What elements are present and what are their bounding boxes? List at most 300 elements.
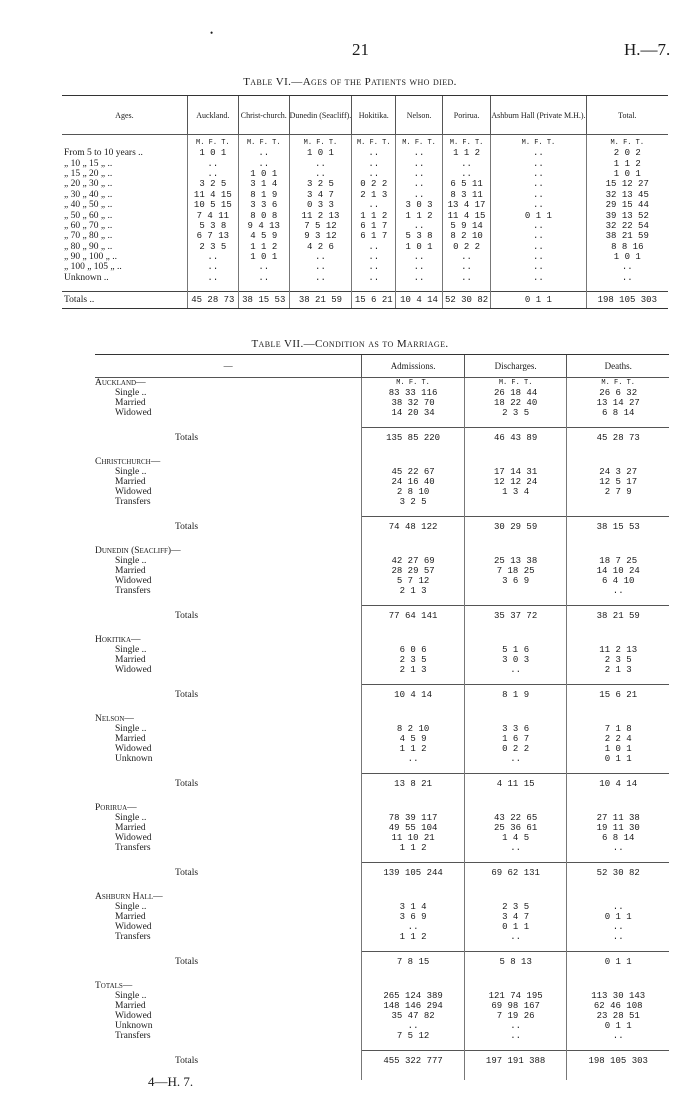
table7-spacer-row <box>95 764 669 774</box>
table7-cell: 18 22 40 <box>464 398 567 408</box>
table7-row-label: Widowed <box>115 576 152 586</box>
table-row <box>62 252 668 262</box>
table7-cell: .. <box>464 1031 567 1041</box>
table7-row-label: Transfers <box>115 1031 151 1041</box>
table6-age-label: From 5 to 10 years .. <box>64 148 143 159</box>
table-row <box>95 813 669 823</box>
table7-cell: 24 16 40 <box>362 477 465 487</box>
table6-cell: 1 0 1 <box>238 169 289 179</box>
table6-cell: 8 0 8 <box>238 210 289 220</box>
table7-cell: 27 11 38 <box>567 813 669 823</box>
table7-spacer-row <box>95 972 669 981</box>
table6-cell: 8 8 16 <box>586 242 668 252</box>
table7-cell: 1 4 5 <box>464 833 567 843</box>
table7-cell: 74 48 122 <box>362 517 465 538</box>
table7-group-row <box>95 714 669 724</box>
table7-cell <box>464 586 567 596</box>
table7-cell: 15 6 21 <box>567 685 669 706</box>
table7-cell: 0 1 1 <box>567 1021 669 1031</box>
table7-totals-row <box>95 1051 669 1072</box>
table7-title-prefix: Table VII.— <box>251 338 316 350</box>
table7-cell: 2 3 5 <box>464 408 567 418</box>
table7-cell: 135 85 220 <box>362 428 465 449</box>
table7-cell: 6 8 14 <box>567 408 669 418</box>
table6-age-label: „ 100 „ 105 „ .. <box>64 262 122 273</box>
table6-col-header: Total. <box>586 96 668 135</box>
table7-cell: 83 33 116 <box>362 388 465 398</box>
table6-age-label: „ 40 „ 50 „ .. <box>64 200 113 211</box>
table7-cell: 2 1 3 <box>362 665 465 675</box>
table6-col-header: Ashburn Hall (Private M.H.). <box>491 96 586 135</box>
table7-cell: .. <box>362 922 465 932</box>
table-row <box>62 210 668 220</box>
table6-cell: .. <box>396 221 443 231</box>
table7-blank-cell <box>464 1071 567 1080</box>
table-row <box>95 1011 669 1021</box>
table6-cell: 1 0 1 <box>238 252 289 262</box>
table6-cell: .. <box>187 262 238 272</box>
table7-cell: 6 4 10 <box>567 576 669 586</box>
table6-cell: .. <box>586 262 668 272</box>
table7-mft-label: M. F. T. <box>567 378 669 389</box>
table-row <box>95 576 669 586</box>
table7-cell: 23 28 51 <box>567 1011 669 1021</box>
table7-cell: 77 64 141 <box>362 606 465 627</box>
table7-blank-cell <box>567 1041 669 1051</box>
table7-cell: 14 10 24 <box>567 566 669 576</box>
table6-gap-cell <box>396 283 443 292</box>
table7-cell: 8 2 10 <box>362 724 465 734</box>
table7-cell: 7 19 26 <box>464 1011 567 1021</box>
table6-cell: 2 3 5 <box>187 242 238 252</box>
table6-cell: 2 1 3 <box>352 190 396 200</box>
table6-cell: 0 3 3 <box>289 200 352 210</box>
table6-cell: 9 4 13 <box>238 221 289 231</box>
table7-blank-cell <box>567 705 669 714</box>
table7-totals-label: Totals <box>175 956 199 967</box>
table6-cell: 6 5 11 <box>442 179 491 189</box>
table-row <box>95 408 669 418</box>
table7-cell: 2 7 9 <box>567 487 669 497</box>
table6-cell: 11 4 15 <box>187 190 238 200</box>
table7-cell: 12 5 17 <box>567 477 669 487</box>
table-row <box>95 724 669 734</box>
table7-blank-cell <box>464 942 567 952</box>
table7-row-label: Widowed <box>115 833 152 843</box>
table7-cell: 7 5 12 <box>362 1031 465 1041</box>
table6-title <box>0 76 700 88</box>
table7-totals-label: Totals <box>175 432 199 443</box>
table7-blank-cell <box>362 1071 465 1080</box>
table7-blank-cell <box>567 892 669 902</box>
table7-cell: .. <box>567 586 669 596</box>
table7-blank-cell <box>464 705 567 714</box>
table6-totals-row <box>62 292 668 309</box>
table7-blank-cell <box>567 635 669 645</box>
table-row <box>95 922 669 932</box>
table7-blank-cell <box>362 635 465 645</box>
table6-cell: 38 21 59 <box>586 231 668 241</box>
table6-age-label: „ 70 „ 80 „ .. <box>64 231 113 242</box>
table7-cell: .. <box>567 1031 669 1041</box>
table6-cell: 11 2 13 <box>289 210 352 220</box>
table7-cell: 0 1 1 <box>464 922 567 932</box>
table7-row-label: Widowed <box>115 665 152 675</box>
table7-blank-cell <box>95 675 362 685</box>
table7-row-label: Single .. <box>115 902 147 912</box>
table6-cell: 8 2 10 <box>442 231 491 241</box>
table7-cell: 3 1 4 <box>362 902 465 912</box>
table7-row-label: Widowed <box>115 922 152 932</box>
table7-cell: 455 322 777 <box>362 1051 465 1072</box>
table-row <box>95 467 669 477</box>
table7-blank-cell <box>567 596 669 606</box>
table7-cell: 1 1 2 <box>362 843 465 853</box>
table7-blank-cell <box>567 714 669 724</box>
table6-cell: .. <box>491 179 586 189</box>
table6-gap-cell <box>238 283 289 292</box>
table6-cell: 1 1 2 <box>586 158 668 168</box>
table6-title-prefix: Table VI.— <box>243 76 303 88</box>
table7-blank-cell <box>567 457 669 467</box>
table7-blank-cell <box>95 537 362 546</box>
table-row <box>95 754 669 764</box>
table7-blank-cell <box>464 448 567 457</box>
table7-blank-cell <box>464 714 567 724</box>
table7-blank-cell <box>362 418 465 428</box>
table7-group-name: Dunedin (Seacliff)— <box>95 546 181 556</box>
table7-totals-label: Totals <box>175 689 199 700</box>
table7-blank-cell <box>464 418 567 428</box>
table6-gap-row <box>62 283 668 292</box>
table7-cell: .. <box>464 754 567 764</box>
table7-blank-cell <box>362 972 465 981</box>
table7-blank-cell <box>567 764 669 774</box>
table7-cell: 46 43 89 <box>464 428 567 449</box>
table6-cell: .. <box>491 190 586 200</box>
table6-age-label: „ 20 „ 30 „ .. <box>64 179 113 190</box>
table7-cell: .. <box>464 1021 567 1031</box>
table-row <box>62 190 668 200</box>
table6-col-header: Porirua. <box>442 96 491 135</box>
table7-blank-cell <box>95 418 362 428</box>
table7-cell: 3 2 5 <box>362 497 465 507</box>
table7-totals-row <box>95 517 669 538</box>
table6-age-label: „ 80 „ 90 „ .. <box>64 241 113 252</box>
table6-cell: 3 3 6 <box>238 200 289 210</box>
table7-totals-label: Totals <box>175 521 199 532</box>
table7-row-label: Married <box>115 566 146 576</box>
table7-blank-cell <box>464 596 567 606</box>
table7-blank-cell <box>464 803 567 813</box>
table6-gap-cell <box>352 283 396 292</box>
table7-blank-cell <box>567 1071 669 1080</box>
table6-age-label: „ 90 „ 100 „ .. <box>64 252 118 263</box>
table7-spacer-row <box>95 942 669 952</box>
table6-cell: 3 0 3 <box>396 200 443 210</box>
table7-spacer-row <box>95 418 669 428</box>
table7-row-label: Unknown <box>115 754 153 764</box>
table7-spacer-row <box>95 507 669 517</box>
table7-col-header: Discharges. <box>464 355 567 378</box>
table-row <box>95 487 669 497</box>
table7-blank-cell <box>567 546 669 556</box>
table7-totals-row <box>95 428 669 449</box>
table-row <box>95 744 669 754</box>
table7-blank-cell <box>362 507 465 517</box>
table7-mft-label: M. F. T. <box>464 378 567 389</box>
table6-cell: 1 0 1 <box>289 148 352 158</box>
table6-mft-label: M. F. T. <box>396 135 443 149</box>
table-row <box>95 388 669 398</box>
table7-cell: 3 4 7 <box>464 912 567 922</box>
table7-cell: 62 46 108 <box>567 1001 669 1011</box>
table6-cell: 15 12 27 <box>586 179 668 189</box>
table7-group-row <box>95 546 669 556</box>
table7-blank-cell <box>464 764 567 774</box>
table6-total-cell: 38 21 59 <box>289 292 352 309</box>
table6-cell: .. <box>238 262 289 272</box>
table7-row-label: Single .. <box>115 645 147 655</box>
table6-cell: 6 7 13 <box>187 231 238 241</box>
table7-blank-cell <box>567 675 669 685</box>
table7-blank-cell <box>362 705 465 714</box>
table7-cell: 1 3 4 <box>464 487 567 497</box>
table7-row-label: Married <box>115 477 146 487</box>
table6-gap-cell <box>289 283 352 292</box>
table7-row-label: Single .. <box>115 813 147 823</box>
table6-cell: .. <box>289 252 352 262</box>
table6 <box>62 95 668 309</box>
table6-cell: .. <box>187 273 238 283</box>
table7-cell: 4 5 9 <box>362 734 465 744</box>
table6-cell: .. <box>289 169 352 179</box>
table6-cell: 1 1 2 <box>352 210 396 220</box>
table7-cell: .. <box>567 922 669 932</box>
table7-spacer-row <box>95 1041 669 1051</box>
table-row <box>95 833 669 843</box>
table7-cell <box>567 497 669 507</box>
table7-cell: 38 32 70 <box>362 398 465 408</box>
table7-cell: 197 191 388 <box>464 1051 567 1072</box>
table7-blank-cell <box>464 537 567 546</box>
table7-cell: 1 1 2 <box>362 932 465 942</box>
table7-totals-label: Totals <box>175 610 199 621</box>
page-number: 21 <box>352 40 369 59</box>
table6-cell: .. <box>238 158 289 168</box>
table7-blank-cell <box>567 626 669 635</box>
table6-mft-label: M. F. T. <box>586 135 668 149</box>
table7-group-row <box>95 803 669 813</box>
table6-cell: 10 5 15 <box>187 200 238 210</box>
table7-row-label: Married <box>115 1001 146 1011</box>
table6-total-cell: 198 105 303 <box>586 292 668 309</box>
table7-cell: 17 14 31 <box>464 467 567 477</box>
table7-blank-cell <box>567 981 669 991</box>
table-row <box>62 221 668 231</box>
table7-cell: 11 2 13 <box>567 645 669 655</box>
table6-mft-label: M. F. T. <box>187 135 238 149</box>
table7-blank-cell <box>464 546 567 556</box>
table7-blank-cell <box>362 714 465 724</box>
table7-spacer-row <box>95 853 669 863</box>
table-row <box>95 398 669 408</box>
table6-cell: .. <box>352 169 396 179</box>
table6-cell: .. <box>187 252 238 262</box>
table6-cell: .. <box>396 262 443 272</box>
table7-blank-cell <box>95 626 362 635</box>
table7-cell: .. <box>362 1021 465 1031</box>
table-row <box>95 843 669 853</box>
table6-cell: .. <box>352 158 396 168</box>
table6-cell: .. <box>396 179 443 189</box>
table7-group-name: Auckland— <box>95 378 146 388</box>
table7-col-header: — <box>95 355 362 378</box>
table7-cell: 139 105 244 <box>362 863 465 884</box>
table6-blank-cell <box>62 135 187 149</box>
table6-cell: 3 1 4 <box>238 179 289 189</box>
table6-cell: .. <box>187 169 238 179</box>
table6-cell: .. <box>396 252 443 262</box>
table-row <box>95 645 669 655</box>
table6-gap-cell <box>586 283 668 292</box>
table7-cell: 1 1 2 <box>362 744 465 754</box>
table7-cell: 3 3 6 <box>464 724 567 734</box>
table-row <box>62 169 668 179</box>
table6-cell: 1 0 1 <box>586 169 668 179</box>
table7-blank-cell <box>464 1041 567 1051</box>
table7-blank-cell <box>362 537 465 546</box>
table7-cell: 10 4 14 <box>567 774 669 795</box>
table6-cell: 11 4 15 <box>442 210 491 220</box>
page-footer: 4—H. 7. <box>148 1074 194 1089</box>
table7-row-label: Single .. <box>115 724 147 734</box>
table6-cell: 32 13 45 <box>586 190 668 200</box>
table7-body <box>95 378 669 1081</box>
table7-spacer-row <box>95 626 669 635</box>
table7-blank-cell <box>95 448 362 457</box>
table6-cell: 8 3 11 <box>442 190 491 200</box>
table6-col-header: Auckland. <box>187 96 238 135</box>
table7-group-row <box>95 981 669 991</box>
table6-cell: 1 1 2 <box>442 148 491 158</box>
table7-blank-cell <box>362 764 465 774</box>
table6-cell: 1 0 1 <box>586 252 668 262</box>
table7-cell: 4 11 15 <box>464 774 567 795</box>
table7-blank-cell <box>567 972 669 981</box>
table7-cell: 13 14 27 <box>567 398 669 408</box>
table7-blank-cell <box>362 1041 465 1051</box>
table6-cell: 1 1 2 <box>396 210 443 220</box>
table6-cell: .. <box>352 148 396 158</box>
table-row <box>95 932 669 942</box>
table7-cell: 2 8 10 <box>362 487 465 497</box>
table7-spacer-row <box>95 675 669 685</box>
table7-cell: 3 6 9 <box>464 576 567 586</box>
table7-cell: 24 3 27 <box>567 467 669 477</box>
table6-total-cell: 10 4 14 <box>396 292 443 309</box>
table-row <box>95 991 669 1001</box>
table7-cell: 35 47 82 <box>362 1011 465 1021</box>
table6-age-label: Unknown .. <box>64 272 109 283</box>
table7-cell: 2 3 5 <box>567 655 669 665</box>
table6-cell: .. <box>238 273 289 283</box>
table7-row-label: Married <box>115 912 146 922</box>
table7-spacer-row <box>95 596 669 606</box>
table7-cell: 7 18 25 <box>464 566 567 576</box>
table6-cell: 6 1 7 <box>352 221 396 231</box>
table6-cell: .. <box>396 273 443 283</box>
table-row <box>95 902 669 912</box>
table6-col-header: Nelson. <box>396 96 443 135</box>
table7-blank-cell <box>95 1071 362 1080</box>
table6-col-header: Hokitika. <box>352 96 396 135</box>
table7-blank-cell <box>464 635 567 645</box>
table7-blank-cell <box>567 883 669 892</box>
table6-total-cell: 0 1 1 <box>491 292 586 309</box>
table7-cell: 0 2 2 <box>464 744 567 754</box>
table7-cell: 2 3 5 <box>362 655 465 665</box>
table7-row-label: Single .. <box>115 556 147 566</box>
table7-cell: 6 8 14 <box>567 833 669 843</box>
table7-blank-cell <box>362 803 465 813</box>
table7-cell: 1 6 7 <box>464 734 567 744</box>
table6-col-header: Christ-church. <box>238 96 289 135</box>
table7-col-header: Admissions. <box>362 355 465 378</box>
table6-gap-cell <box>62 283 187 292</box>
table7 <box>95 354 669 1080</box>
table7-totals-row <box>95 952 669 973</box>
table6-mft-label: M. F. T. <box>289 135 352 149</box>
table7-row-label: Widowed <box>115 487 152 497</box>
table7-blank-cell <box>362 853 465 863</box>
table6-cell: 3 4 7 <box>289 190 352 200</box>
table7-blank-cell <box>567 507 669 517</box>
table7-blank-cell <box>464 883 567 892</box>
table6-cell: 1 0 1 <box>396 242 443 252</box>
table6-cell: 5 3 8 <box>396 231 443 241</box>
table6-cell: .. <box>187 158 238 168</box>
table6-cell: .. <box>442 273 491 283</box>
table6-col-header: Ages. <box>62 96 187 135</box>
table7-cell: 2 2 4 <box>567 734 669 744</box>
table7-cell: 2 3 5 <box>464 902 567 912</box>
table7-cell: 30 29 59 <box>464 517 567 538</box>
table7-row-label: Widowed <box>115 1011 152 1021</box>
table7-cell: 26 6 32 <box>567 388 669 398</box>
table-row <box>95 586 669 596</box>
table7-cell: .. <box>464 932 567 942</box>
table7-group-row <box>95 892 669 902</box>
table7-blank-cell <box>464 794 567 803</box>
table7-blank-cell <box>567 448 669 457</box>
table6-cell: .. <box>442 158 491 168</box>
table6-cell: .. <box>491 252 586 262</box>
table7-blank-cell <box>464 853 567 863</box>
table7-blank-cell <box>362 981 465 991</box>
table7-header-row <box>95 355 669 378</box>
table7-cell: 2 1 3 <box>567 665 669 675</box>
table6-mft-label: M. F. T. <box>491 135 586 149</box>
table7-cell: 3 0 3 <box>464 655 567 665</box>
table7-cell: 19 11 30 <box>567 823 669 833</box>
document-ref: H.—7. <box>624 40 671 59</box>
table7-blank-cell <box>464 626 567 635</box>
table7-spacer-row <box>95 705 669 714</box>
table7-cell: 38 21 59 <box>567 606 669 627</box>
table7-cell: 52 30 82 <box>567 863 669 884</box>
table6-totals-label: Totals .. <box>62 292 187 309</box>
